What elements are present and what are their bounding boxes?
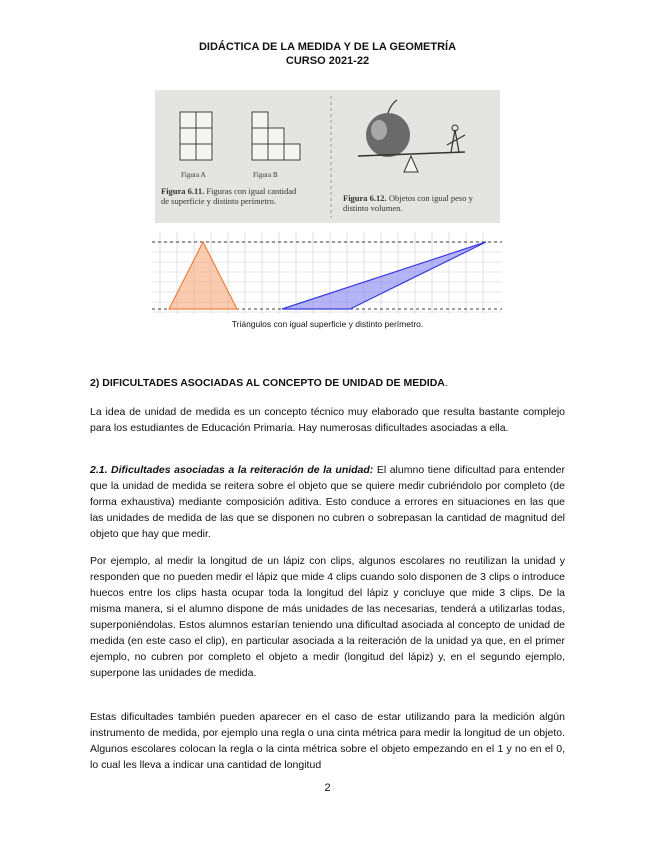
subsection-heading: 2.1. Dificultades asociadas a la reiteración de la unidad:	[90, 464, 374, 476]
figure-b-label: Figura B	[253, 171, 278, 179]
caption-figure-6-12	[343, 193, 498, 213]
paragraph-intro: La idea de unidad de medida es un concepto técnico muy elaborado que resulta bastante complejo para los estudiantes de Educación Primaria. Hay numerosas dificultades asociadas a ella.	[90, 406, 565, 434]
course-year: CURSO 2021-22	[285, 55, 370, 67]
balance-scale-drawing	[358, 100, 465, 172]
section-title	[90, 377, 448, 389]
figure-a-grid	[180, 112, 212, 160]
figure-a-label: Figura A	[181, 171, 206, 179]
caption-611-number: Figura 6.11.	[161, 186, 205, 196]
caption-figure-6-11	[161, 186, 326, 206]
section-title-text: 2) DIFICULTADES ASOCIADAS AL CONCEPTO DE UNIDAD DE MEDIDA	[90, 377, 445, 389]
triangles-grid-figure	[152, 232, 502, 314]
caption-611-text-1: Figuras con igual cantidad	[206, 186, 297, 196]
caption-612-text-1: Objetos con igual peso y	[388, 193, 473, 203]
caption-611-text-2: de superficie y distinto perímetro.	[161, 196, 276, 206]
caption-612-number: Figura 6.12.	[343, 193, 387, 203]
triangles-caption: Triángulos con igual superficie y distinto perímetro.	[231, 319, 424, 329]
caption-612-text-2: distinto volumen.	[343, 203, 403, 213]
paragraph-reiteration	[90, 462, 565, 542]
triangles-grid-drawing	[152, 232, 502, 314]
page-number: 2	[324, 782, 331, 794]
section-title-end: .	[444, 377, 448, 389]
scanned-figures	[155, 90, 500, 223]
paragraph-instruments: Estas dificultades también pueden aparecer en el caso de estar utilizando para la medición algún instrumento de medida, por ejemplo una regla o una cinta métrica para medir la longitud de un objeto. Algunos escolares colocan la regla o la cinta métrica sobre el objeto empezando en el 1 y no en el 0, lo cual les lleva a indicar una cantidad de longitud	[90, 711, 565, 771]
document-header	[0, 40, 655, 68]
subsection-body: El alumno tiene dificultad para entender que la unidad de medida se reitera sobre el objeto que se quiere medir cubriéndolo por completo (de forma exhaustiva) mediante composición aditiva. Esto conduce a errores en situaciones en las que las unidades de medida de las que se disponen no cubren o sobrepasan la cantidad de magnitud del objeto que hay que medir.	[90, 464, 565, 540]
figure-b-staircase	[252, 112, 300, 160]
course-title: DIDÁCTICA DE LA MEDIDA Y DE LA GEOMETRÍA	[198, 41, 457, 53]
paragraph-example: Por ejemplo, al medir la longitud de un lápiz con clips, algunos escolares no reutilizan la unidad y responden que no pueden medir el lápiz que mide 4 clips cuando solo disponen de 3 clips o introduce huecos entre los clips hasta ocupar toda la longitud del lápiz y concluye que mide 3 clips. De la misma manera, si el alumno dispone de más unidades de las necesarias, tenderá a utilizarlas todas, superponiéndolas. Estos alumnos estarían teniendo una dificultad asociada al concepto de unidad de medida (en este caso el clip), en particular asociada a la reiteración de la unidad ya que, en el primer ejemplo, no cubren por completo el objeto a medir (longitud del lápiz) y, en el segundo ejemplo, superpone las unidades de medida.	[90, 555, 565, 679]
